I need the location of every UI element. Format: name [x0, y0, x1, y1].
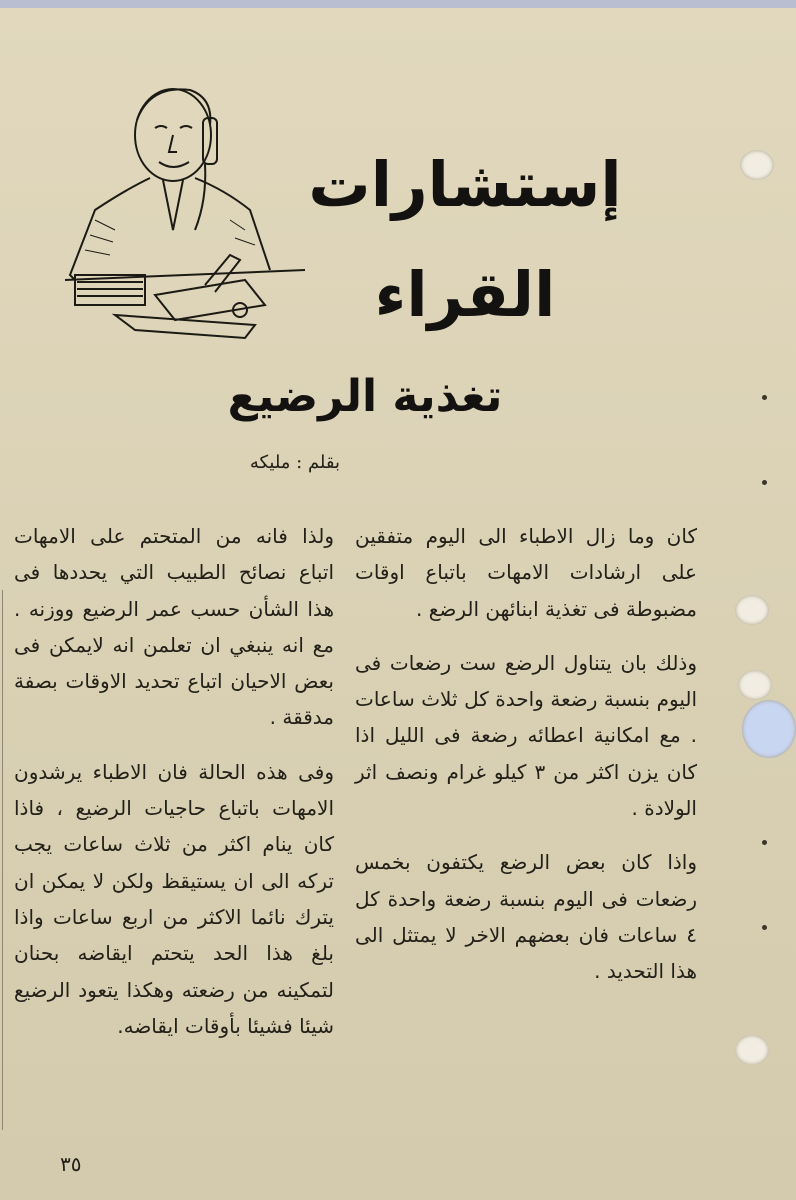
paragraph: ولذا فانه من المتحتم على الامهات اتباع نصائح الطبيب التي يحددها فى هذا الشأن حسب عمر الرضيع ووزنه . مع انه ينبغي ان تعلمن انه لايمكن فى بعض الاحيان اتباع تحديد الاوقات بصفة مدققة . — [14, 524, 334, 730]
paragraph: كان وما زال الاطباء الى اليوم متفقين على ارشادات الامهات باتباع اوقات مضبوطة فى تغذية ابنائهن الرضع . — [355, 524, 697, 621]
binding-hole — [738, 670, 772, 700]
paragraph: واذا كان بعض الرضع يكتفون بخمس رضعات فى اليوم بنسبة رضعة واحدة كل ٤ ساعات فان بعضهم الاخر لا يمتثل الى هذا التحديد . — [355, 850, 697, 984]
binding-dot — [762, 925, 767, 930]
scan-edge — [0, 0, 796, 8]
page-number: ٣٥ — [60, 1152, 82, 1176]
binding-dot — [762, 480, 767, 485]
article-column-right — [355, 518, 697, 1008]
binding-hole — [735, 595, 769, 625]
binding-hole — [735, 1035, 769, 1065]
binding-dot — [762, 395, 767, 400]
paragraph: وذلك بان يتناول الرضع ست رضعات فى اليوم بنسبة رضعة واحدة كل ثلاث ساعات . مع امكانية اعطائه رضعة فى الليل اذا كان يزن اكثر من ٣ كيلو غرام ونصف اثر الولادة . — [355, 650, 697, 821]
article-title: تغذية الرضيع — [227, 371, 503, 422]
binding-dot — [762, 840, 767, 845]
paragraph: وفى هذه الحالة فان الاطباء يرشدون الامهات باتباع حاجيات الرضيع ، فاذا كان ينام اكثر من ثلاث ساعات يجب تركه الى ان يستيقظ ولكن لا يمكن ان يترك نائما الاكثر من اربع ساعات واذا بلغ هذا الحد يتحتم ايقاضه بحنان لتمكينه من رضعته وهكذا يتعود الرضيع شيئا فشيئا بأوقات ايقاضه. — [14, 759, 334, 1038]
section-title: إستشارات القراء — [308, 148, 622, 331]
article-column-left — [14, 518, 334, 1062]
binding-hole — [740, 150, 774, 180]
margin-rule — [2, 590, 3, 1130]
byline: بقلم : مليكه — [249, 452, 340, 473]
torn-edge — [742, 700, 796, 758]
